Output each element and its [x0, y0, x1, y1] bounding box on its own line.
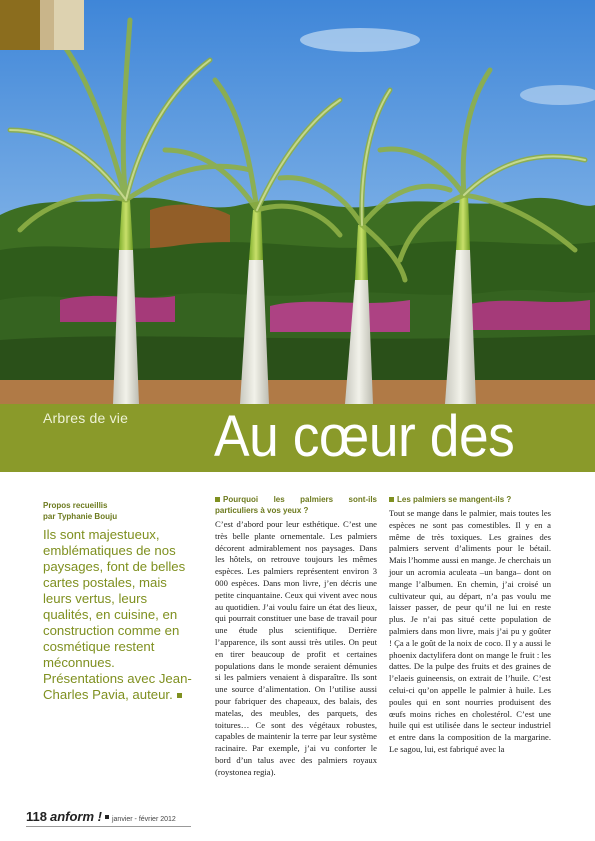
- question-heading: [215, 494, 377, 516]
- byline-line-2: par Typhanie Bouju: [43, 512, 118, 521]
- bullet-square-icon: [389, 497, 394, 502]
- byline: [43, 500, 193, 522]
- palm-trees-photo: [0, 0, 595, 404]
- end-square-icon: [177, 693, 182, 698]
- question-text: Pourquoi les palmiers sont-ils particuliers à vos yeux ?: [215, 495, 377, 515]
- folio-square-icon: [105, 815, 109, 819]
- corner-tab-mid: [40, 0, 54, 50]
- corner-tab-dark: [0, 0, 40, 50]
- magazine-name: anform !: [49, 809, 102, 824]
- answer-text: C’est d’abord pour leur esthétique. C’est une très belle plante ornementale. Les palmiers décorent admirablement nos paysages. Dans les hôtels, on retrouve toujours les mêmes espèces. Les palmiers représentent environ 3 000 espèces. Dans mon livre, j’en décris une petite cinquantaine. Ceux qui vivent avec nous au quotidien. J’ai voulu faire un état des lieux, qui pourrait constituer une base de travail pour une étude plus scientifique. Derrière l’apparence, ils sont aussi très utiles. On peut en tirer beaucoup de profit et certaines populations dans le monde seraient démunies si les palmiers venaient à disparaître. Ils sont une source d’alimentation. On l’utilise aussi pour fabriquer des chapeaux, des balais, des matelas, des meubles, des parquets, des toitures… Ce sont des végétaux robustes, capables de maintenir la terre par leur système racinaire. Par exemple, j’ai vu conforter le bord d’un talus avec des palmiers royaux (roystonea regia).: [215, 519, 377, 777]
- page-title: Au cœur des: [214, 404, 515, 469]
- intro-text-body: Ils sont majestueux, emblématiques de nos paysages, font de belles cartes postales, mais leurs vertus, leurs qualités, en cuisine, en construction comme en cosmétique restent méconnues. Présentations avec Jean-Charles Pavia, auteur.: [43, 527, 192, 702]
- article-column-1: [215, 494, 377, 779]
- answer-text: Tout se mange dans le palmier, mais toutes les espèces ne sont pas comestibles. Il y en a même de très toxiques. Les graines des palmiers servent d’aliments pour le bétail. Mais l’homme aussi en mange. Je cherchais un jour un acromia aculeata –un banga– dont on mange l’albumen. En chemin, j’ai croisé un cultivateur qui, au départ, n’a pas voulu me laisser passer, de peur qu’il ne lui en reste plus. Je n’ai pas situé cette population de palmiers dans mon livre, mais j’ai pu y goûter ! Ça a le goût de la noix de coco. Il y a aussi le phoenix dactylifera dont on mange le fruit : les dattes. De la pulpe des fruits et des graines de l’elaeis guineensis, on extrait de l’huile. C’est celui-ci qu’on appelle le palmier à huile. Les poules qui en sont nourries produisent des œufs moins riches en cholestérol. C’est une huile qui est utilisée dans le secteur industriel et entre dans la composition de la margarine. Le sagou, lui, est fabriqué avec la: [389, 508, 551, 754]
- question-text: Les palmiers se mangent-ils ?: [397, 495, 512, 504]
- section-label: Arbres de vie: [43, 410, 129, 426]
- bullet-square-icon: [215, 497, 220, 502]
- corner-tab-light: [54, 0, 84, 50]
- question-heading: [389, 494, 551, 505]
- issue-date: janvier - février 2012: [111, 816, 176, 823]
- article-column-2: [389, 494, 551, 756]
- page-number: 118: [26, 809, 47, 824]
- footer-rule: [26, 826, 191, 827]
- byline-line-1: Propos recueillis: [43, 501, 108, 510]
- intro-text: [43, 527, 193, 703]
- folio: [26, 808, 176, 826]
